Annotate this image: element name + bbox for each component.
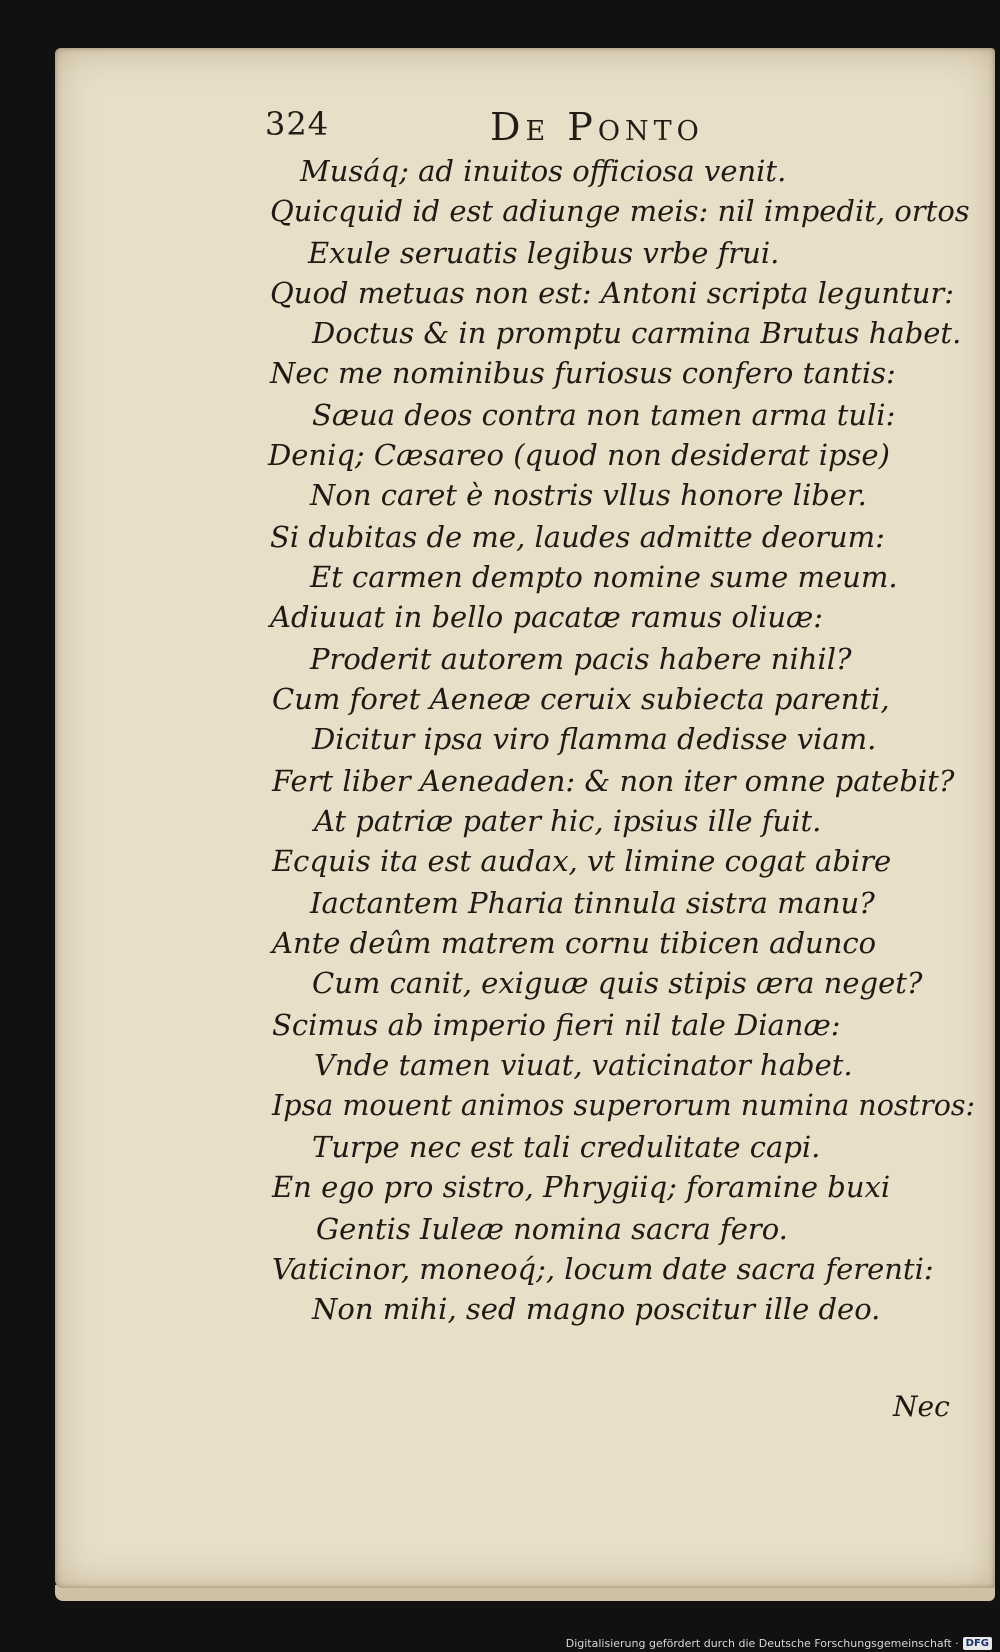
verse-line: Ante deûm matrem cornu tibicen adunco xyxy=(272,926,877,960)
verse-line: En ego pro sistro, Phrygiiq; foramine buxi xyxy=(272,1170,891,1204)
credit-text: Digitalisierung gefördert durch die Deutsche Forschungsgemeinschaft · xyxy=(565,1637,959,1650)
verse-line: Musáq; ad inuitos officiosa venit. xyxy=(300,154,787,188)
verse-line: Quod metuas non est: Antoni scripta leguntur: xyxy=(270,276,955,310)
dfg-logo: DFG xyxy=(963,1637,992,1650)
verse-line: Sæua deos contra non tamen arma tuli: xyxy=(312,398,896,432)
verse-line: At patriæ pater hic, ipsius ille fuit. xyxy=(314,804,822,838)
verse-line: Ipsa mouent animos superorum numina nostros: xyxy=(272,1088,976,1122)
verse-line: Scimus ab imperio fieri nil tale Dianæ: xyxy=(272,1008,841,1042)
verse-line: Cum foret Aeneæ ceruix subiecta parenti, xyxy=(272,682,890,716)
verse-line: Adiuuat in bello pacatæ ramus oliuæ: xyxy=(270,600,824,634)
catchword: Nec xyxy=(893,1390,950,1423)
verse-line: Non mihi, sed magno poscitur ille deo. xyxy=(312,1292,881,1326)
verse-line: Et carmen dempto nomine sume meum. xyxy=(310,560,898,594)
verse-line: Turpe nec est tali credulitate capi. xyxy=(312,1130,821,1164)
verse-line: Iactantem Pharia tinnula sistra manu? xyxy=(310,886,875,920)
running-head xyxy=(265,105,765,155)
verse-line: Vaticinor, moneoq́;, locum date sacra ferenti: xyxy=(272,1252,934,1286)
verse-line: Vnde tamen viuat, vaticinator habet. xyxy=(314,1048,853,1082)
verse-line: Fert liber Aeneaden: & non iter omne patebit? xyxy=(272,764,955,798)
verse-line: Cum canit, exiguæ quis stipis æra neget? xyxy=(312,966,923,1000)
book-page xyxy=(55,48,995,1588)
verse-line: Doctus & in promptu carmina Brutus habet. xyxy=(312,316,962,350)
header-title: De Ponto xyxy=(490,105,704,149)
digitization-credit xyxy=(566,1637,992,1650)
verse-line: Deniq; Cæsareo (quod non desiderat ipse) xyxy=(268,438,890,472)
page-number: 324 xyxy=(265,105,330,143)
verse-line: Proderit autorem pacis habere nihil? xyxy=(310,642,852,676)
verse-line: Quicquid id est adiunge meis: nil impedit, ortos xyxy=(270,194,970,228)
verse-line: Ecquis ita est audax, vt limine cogat abire xyxy=(272,844,892,878)
verse-line: Dicitur ipsa viro flamma dedisse viam. xyxy=(312,722,877,756)
verse-line: Exule seruatis legibus vrbe frui. xyxy=(308,236,780,270)
verse-line: Si dubitas de me, laudes admitte deorum: xyxy=(270,520,885,554)
verse-line: Nec me nominibus furiosus confero tantis: xyxy=(270,356,896,390)
verse-line: Non caret è nostris vllus honore liber. xyxy=(310,478,867,512)
verse-line: Gentis Iuleæ nomina sacra fero. xyxy=(316,1212,788,1246)
